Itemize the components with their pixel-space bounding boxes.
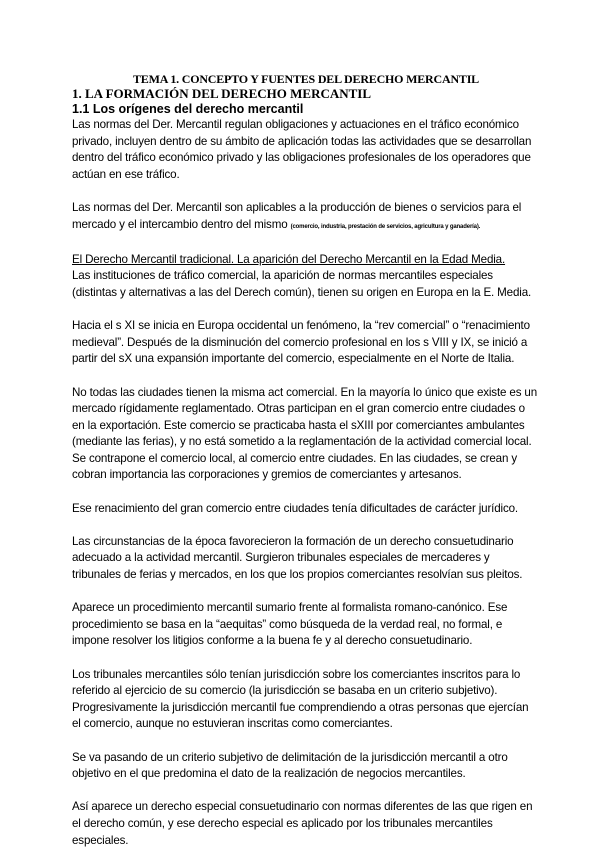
paragraph-2 xyxy=(72,200,540,235)
paragraph-3: Las instituciones de tráfico comercial, la aparición de normas mercantiles especiales (distintas y alternativas a las del Derech común), tienen su origen en Europa en la E. Media. xyxy=(72,269,532,299)
paragraph-10: Se va pasando de un criterio subjetivo de delimitación de la jurisdicción mercantil a otro objetivo en el que predomina el dato de la realización de negocios mercantiles. xyxy=(72,750,508,781)
section-heading: 1. LA FORMACIÓN DEL DERECHO MERCANTIL xyxy=(72,86,372,101)
paragraph-1: Las normas del Der. Mercantil regulan obligaciones y actuaciones en el tráfico económico privado, incluyen dentro de su ámbito de aplicación todas las actividades que se desarrollan dentro del tráfico económico privado y las obligaciones profesionales de los operadores que actúan en ese tráfico. xyxy=(72,118,532,181)
paragraph-9: Los tribunales mercantiles sólo tenían jurisdicción sobre los comerciantes inscritos para lo referido al ejercicio de su comercio (la jurisdicción se basaba en un criterio subjetivo). Progresivamente la jurisdicción mercantil fue comprendiendo a otras personas que ejercían el comercio, aunque no estuvieran inscritas como comerciantes. xyxy=(72,667,529,731)
paragraph-2-text: Las normas del Der. Mercantil son aplicables a la producción de bienes o servicios para el mercado y el intercambio dentro del mismo xyxy=(72,200,522,231)
paragraph-2-note: (comercio, industria, prestación de servicios, agricultura y ganadería). xyxy=(290,223,481,230)
paragraph-6: Ese renacimiento del gran comercio entre ciudades tenía dificultades de carácter jurídico. xyxy=(72,501,518,515)
paragraph-4: Hacia el s XI se inicia en Europa occidental un fenómeno, la “rev comercial” o “renacimiento medieval”. Después de la disminución del comercio profesional en los s VIII y IX, se inició a partir del sX una expansión importante del comercio, especialmente en el Norte de Italia. xyxy=(72,319,530,366)
paragraph-11: Así aparece un derecho especial consuetudinario con normas diferentes de las que rigen en el derecho común, y ese derecho especial es aplicado por los tribunales mercantiles especiales. xyxy=(72,800,533,847)
document-title: TEMA 1. CONCEPTO Y FUENTES DEL DERECHO MERCANTIL xyxy=(132,72,479,86)
paragraph-8: Aparece un procedimiento mercantil sumario frente al formalista romano-canónico. Ese procedimiento se basa en la “aequitas” como búsqueda de la verdad real, no formal, e impone resolver los litigios conforme a la buena fe y al derecho consuetudinario. xyxy=(72,601,508,648)
subsection-heading: 1.1 Los orígenes del derecho mercantil xyxy=(72,102,304,116)
paragraph-5: No todas las ciudades tienen la misma act comercial. En la mayoría lo único que existe es un mercado rígidamente reglamentado. Otras participan en el gran comercio entre ciudades o en la exportación. Este comercio se practicaba hasta el sXIII por comerciantes ambulantes (mediante las ferias), y no está sometido a la reglamentación de la actividad comercial local. Se contrapone el comercio local, al comercio entre ciudades. En las ciudades, se crean y cobran importancia las corporaciones y gremios de comerciantes y artesanos. xyxy=(72,385,538,482)
underlined-subheading: El Derecho Mercantil tradicional. La aparición del Derecho Mercantil en la Edad Media. xyxy=(72,252,506,266)
paragraph-7: Las circunstancias de la época favorecieron la formación de un derecho consuetudinario adecuado a la actividad mercantil. Surgieron tribunales especiales de mercaderes y tribunales de ferias y mercados, en los que los propios comerciantes resolvían sus pleitos. xyxy=(72,534,523,582)
